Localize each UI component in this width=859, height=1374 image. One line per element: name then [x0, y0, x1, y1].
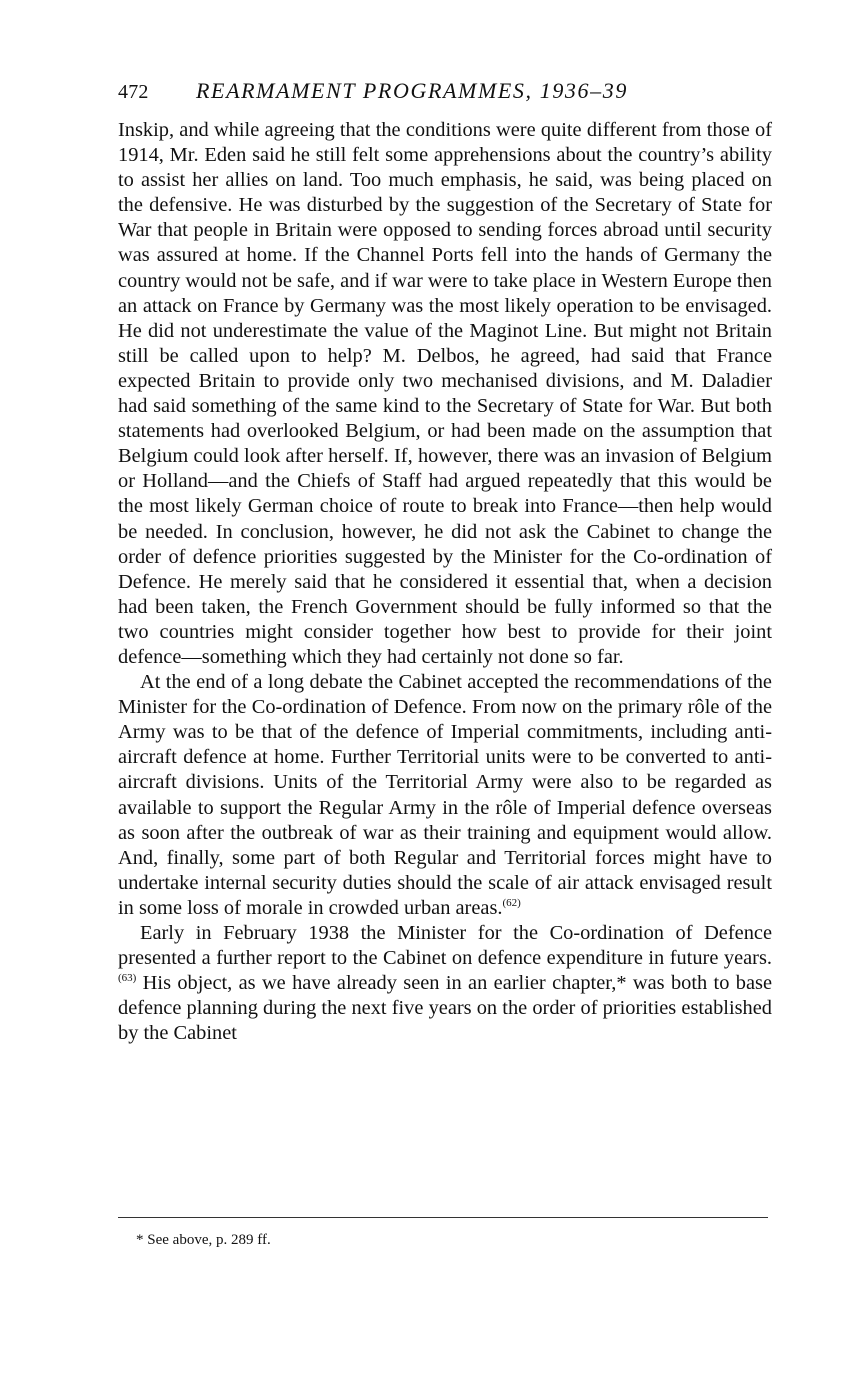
paragraph-3	[118, 921, 772, 1046]
document-page	[118, 78, 772, 1046]
paragraph-2	[118, 670, 772, 921]
paragraph-3-text-before: Early in February 1938 the Minister for the Co-ordination of Defence presented a further report to the Cabinet on defence expenditure in future years.	[118, 922, 772, 970]
paragraph-2-text: At the end of a long debate the Cabinet accepted the recommendations of the Minister for the Co-ordination of Defence. From now on the primary rôle of the Army was to be that of the defence of Imperial commitments, including anti-aircraft defence at home. Further Territorial units were to be converted to anti-aircraft divisions. Units of the Territorial Army were also to be regarded as available to support the Regular Army in the rôle of Imperial defence overseas as soon after the outbreak of war as their training and equipment would allow. And, finally, some part of both Regular and Territorial forces might have to undertake internal security duties should the scale of air attack envisaged result in some loss of morale in crowded urban areas.	[118, 671, 772, 919]
footnote: * See above, p. 289 ff.	[136, 1232, 271, 1248]
running-head	[118, 78, 772, 118]
paragraph-3-text-after: His object, as we have already seen in an earlier chapter,* was both to base defence planning during the next five years on the order of priorities established by the Cabinet	[118, 972, 772, 1045]
paragraph-1-text: Inskip, and while agreeing that the conditions were quite different from those of 1914, Mr. Eden said he still felt some apprehensions about the country’s ability to assist her allies on land. Too much emphasis, he said, was being placed on the defensive. He was disturbed by the suggestion of the Secretary of State for War that people in Britain were opposed to sending forces abroad until security was assured at home. If the Channel Ports fell into the hands of Germany the country would not be safe, and if war were to take place in Western Europe then an attack on France by Germany was the most likely operation to be envisaged. He did not underestimate the value of the Maginot Line. But might not Britain still be called upon to help? M. Delbos, he agreed, had said that France expected Britain to provide only two mechanised divisions, and M. Daladier had said something of the same kind to the Secretary of State for War. But both statements had overlooked Belgium, or had been made on the assumption that Belgium could look after herself. If, however, there was an invasion of Belgium or Holland—and the Chiefs of Staff had argued repeatedly that this would be the most likely German choice of route to break into France—then help would be needed. In conclusion, however, he did not ask the Cabinet to change the order of defence priorities suggested by the Minister for the Co-ordination of Defence. He merely said that he considered it essential that, when a decision had been taken, the French Government should be fully informed so that the two countries might consider together how best to provide for their joint defence—something which they had certainly not done so far.	[118, 119, 772, 668]
note-reference-62: (62)	[502, 896, 521, 909]
paragraph-1	[118, 118, 772, 670]
footnote-divider	[118, 1217, 768, 1218]
running-title: REARMAMENT PROGRAMMES, 1936–39	[196, 78, 628, 103]
page-number: 472	[118, 81, 149, 103]
note-reference-63: (63)	[118, 972, 137, 985]
